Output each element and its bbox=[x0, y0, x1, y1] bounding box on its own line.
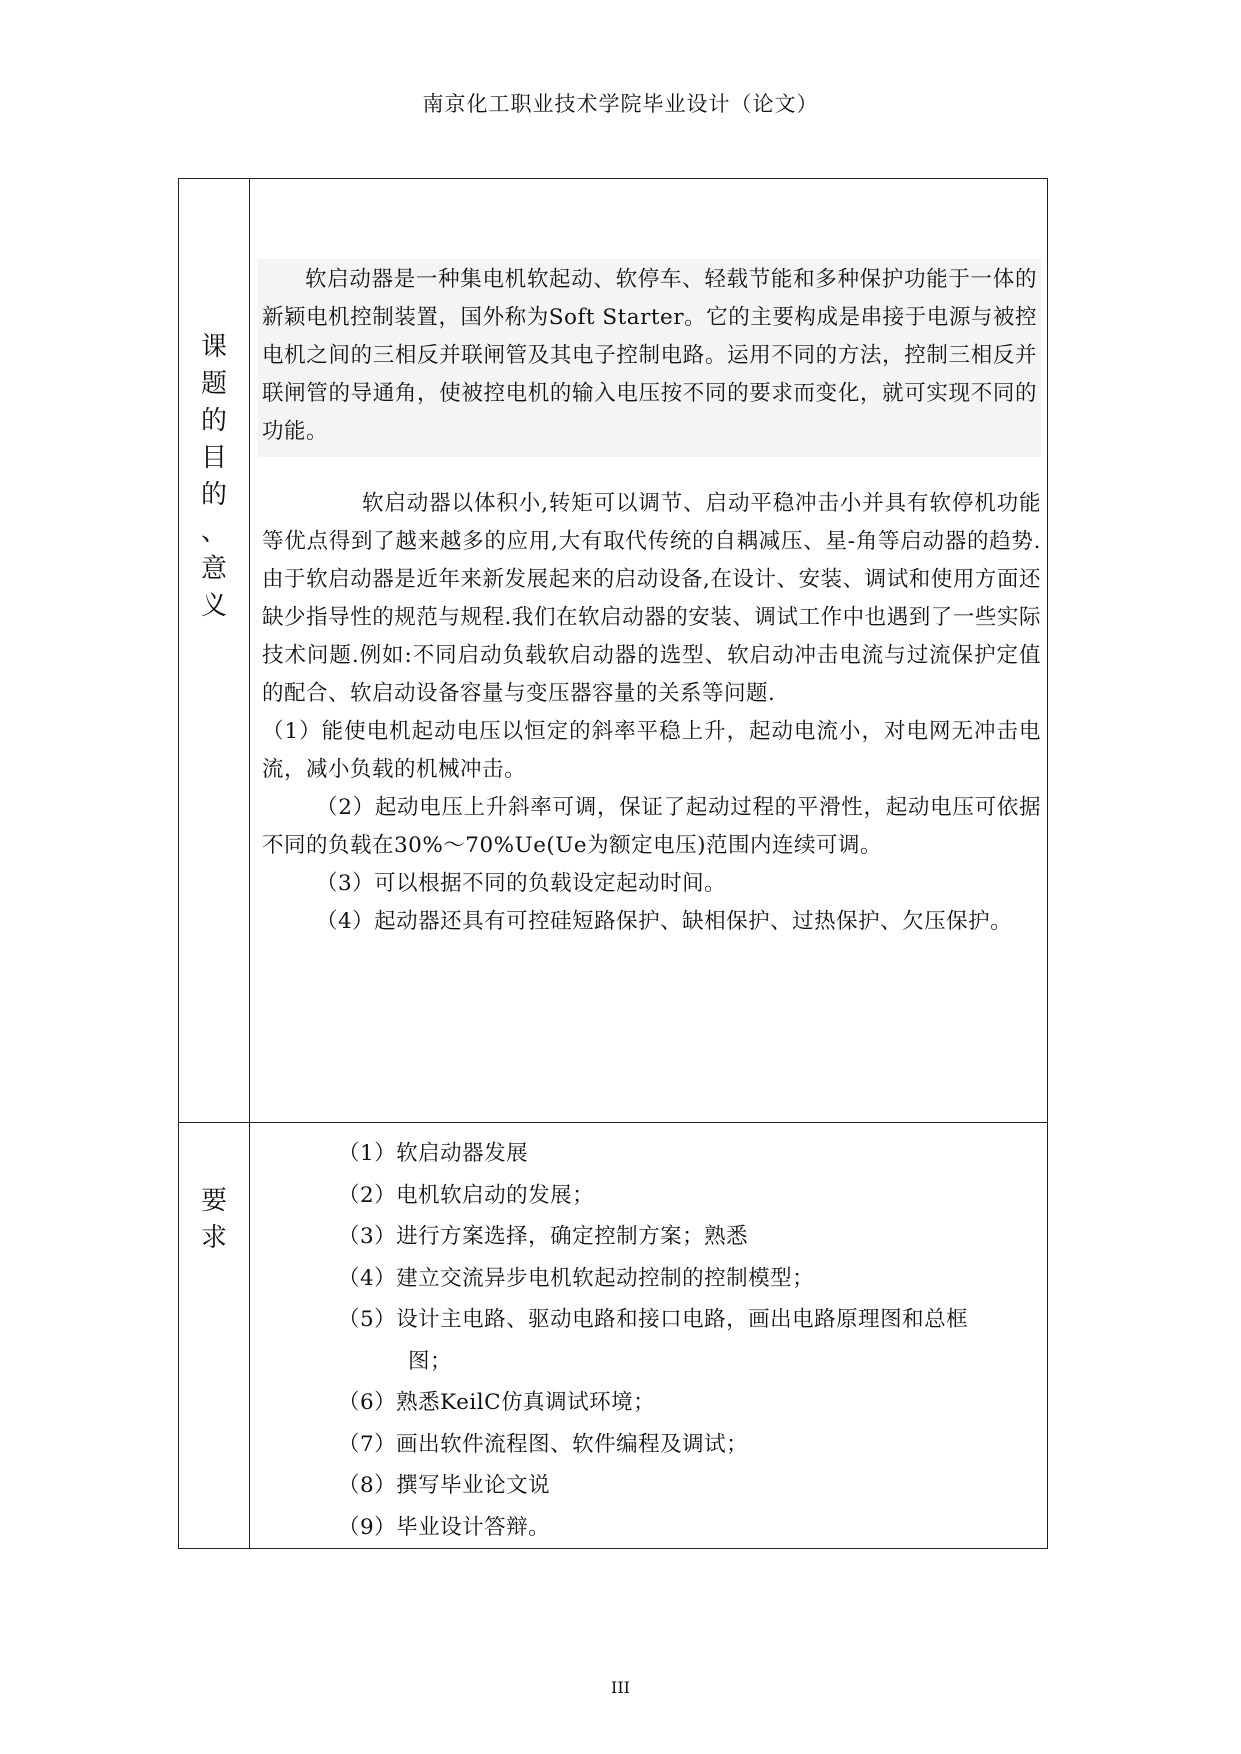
purpose-row bbox=[179, 179, 1048, 1123]
purpose-label-cell bbox=[179, 179, 250, 1123]
purpose-label-char: 、 bbox=[200, 517, 227, 547]
requirement-item: （9）毕业设计答辩。 bbox=[338, 1514, 551, 1540]
purpose-paragraph: （3）可以根据不同的负载设定起动时间。 bbox=[316, 871, 727, 896]
purpose-paragraph: 软启动器是一种集电机软起动、软停车、轻载节能和多种保护功能于一体的新颖电机控制装置，国外称为Soft Starter。它的主要构成是串接于电源与被控电机之间的三相反并联闸管及其电子控制电路。运用不同的方法，控制三相反并联闸管的导通角，使被控电机的输入电压按不同的要求而变化，就可实现不同的功能。 bbox=[262, 267, 1037, 444]
requirement-item: （7）画出软件流程图、软件编程及调试； bbox=[338, 1431, 749, 1457]
requirements-label-char: 要 bbox=[200, 1186, 227, 1216]
requirement-item: （3）进行方案选择，确定控制方案；熟悉 bbox=[338, 1224, 749, 1249]
requirements-row bbox=[179, 1123, 1048, 1549]
form-table bbox=[178, 178, 1048, 1549]
requirements-label-cell bbox=[179, 1123, 250, 1549]
requirement-item-continued: 图； bbox=[408, 1348, 453, 1374]
requirements-label bbox=[179, 1123, 249, 1257]
page-number: III bbox=[611, 1678, 630, 1697]
page-header: 南京化工职业技术学院毕业设计（论文） bbox=[422, 92, 819, 116]
purpose-content bbox=[250, 179, 1047, 941]
purpose-label bbox=[179, 179, 249, 625]
requirement-item: （8）撰写毕业论文说 bbox=[338, 1473, 551, 1498]
purpose-label-char: 的 bbox=[200, 406, 227, 436]
purpose-paragraph: 软启动器以体积小,转矩可以调节、启动平稳冲击小并具有软停机功能等优点得到了越来越多的应用,大有取代传统的自耦减压、星-角等启动器的趋势.由于软启动器是近年来新发展起来的启动设备,在设计、安装、调试和使用方面还缺少指导性的规范与规程.我们在软启动器的安装、调试工作中也遇到了一些实际技术问题.例如:不同启动负载软启动器的选型、软启动冲击电流与过流保护定值的配合、软启动设备容量与变压器容量的关系等问题. bbox=[262, 491, 1041, 706]
purpose-label-char: 目 bbox=[200, 443, 227, 473]
requirement-item: （2）电机软启动的发展； bbox=[338, 1182, 595, 1208]
purpose-label-char: 课 bbox=[200, 332, 227, 362]
purpose-label-char: 题 bbox=[200, 369, 227, 399]
requirements-content-cell bbox=[250, 1123, 1048, 1549]
purpose-paragraph: （4）起动器还具有可控硅短路保护、缺相保护、过热保护、欠压保护。 bbox=[316, 909, 1013, 934]
purpose-paragraph: （1）能使电机起动电压以恒定的斜率平稳上升，起动电流小，对电网无冲击电流，减小负载的机械冲击。 bbox=[262, 719, 1041, 782]
purpose-paragraph: （2）起动电压上升斜率可调，保证了起动过程的平滑性，起动电压可依据不同的负载在30%～70%Ue(Ue为额定电压)范围内连续可调。 bbox=[262, 795, 1041, 858]
requirement-item: （1）软启动器发展 bbox=[338, 1141, 529, 1166]
purpose-label-char: 意 bbox=[200, 554, 227, 584]
requirement-item: （4）建立交流异步电机软起动控制的控制模型； bbox=[338, 1265, 815, 1291]
purpose-label-char: 的 bbox=[200, 480, 227, 510]
purpose-content-cell bbox=[250, 179, 1048, 1123]
requirements-label-char: 求 bbox=[200, 1223, 227, 1253]
requirement-item: （5）设计主电路、驱动电路和接口电路，画出电路原理图和总框 bbox=[338, 1307, 969, 1332]
requirements-list bbox=[250, 1123, 1047, 1548]
highlighted-paragraph bbox=[258, 259, 1041, 457]
purpose-label-char: 义 bbox=[200, 591, 227, 621]
requirement-item: （6）熟悉KeilC仿真调试环境； bbox=[338, 1390, 656, 1415]
